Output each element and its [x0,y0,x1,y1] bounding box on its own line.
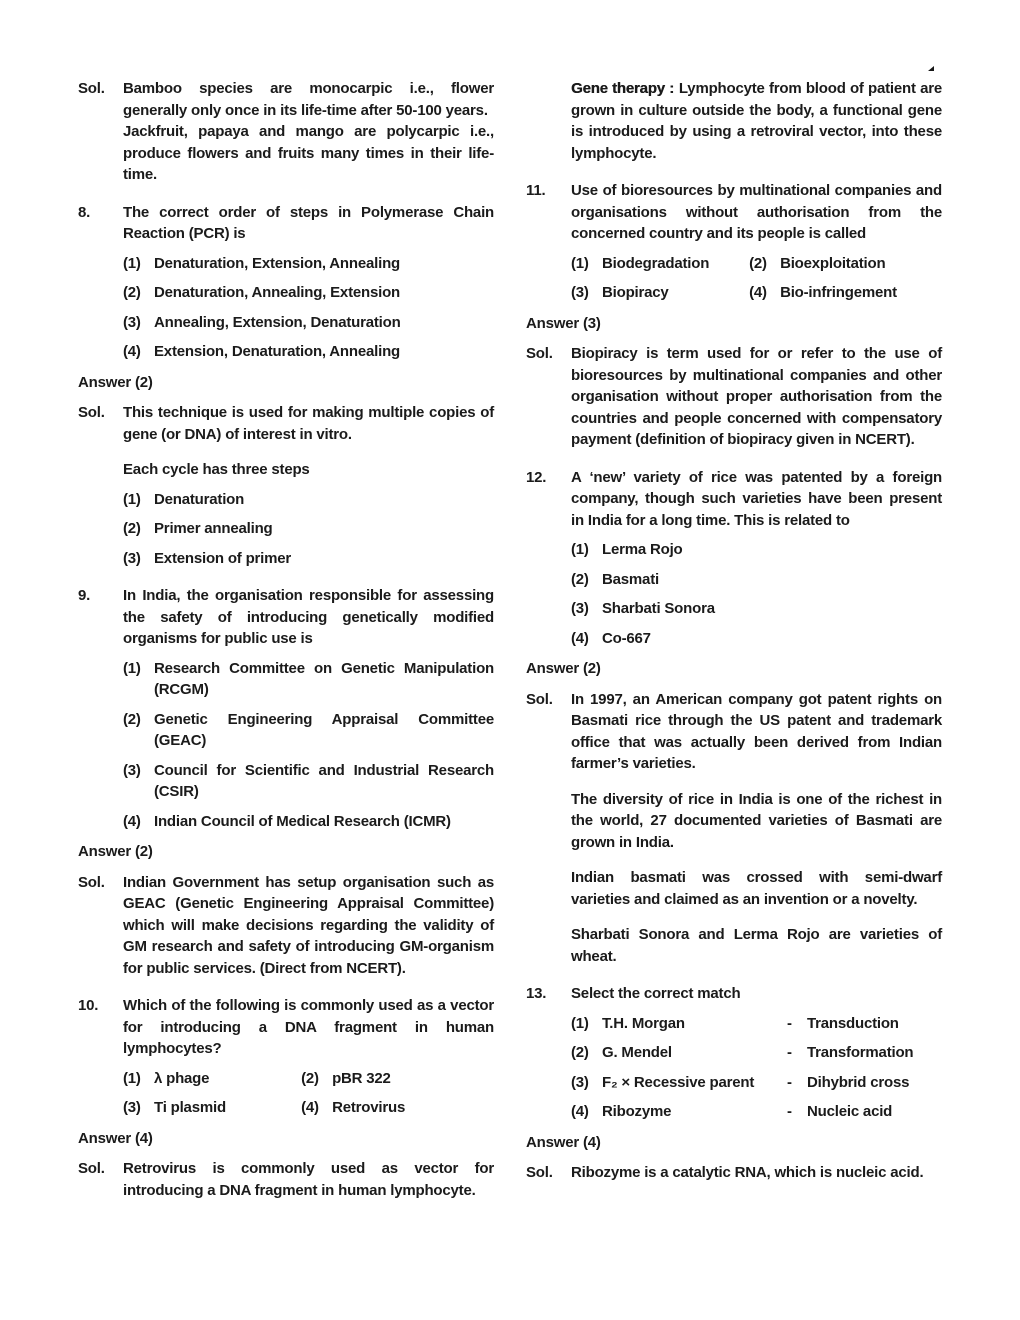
option [749,253,942,275]
two-column-layout [78,78,942,1217]
question-12-block [526,467,942,968]
match-value: Dihybrid cross [807,1073,910,1091]
option-text: Biodegradation [602,254,710,272]
step-marker: (1) [123,490,141,508]
question-8-block [78,202,494,570]
option-marker: (1) [571,254,589,272]
match-option [571,1013,942,1035]
option-text: Denaturation, Annealing, Extension [154,284,401,301]
option [749,282,942,304]
gene-therapy-text: Lymphocyte from blood of patient are grown in culture outside the body, a functional gene is introduced by using a retroviral vector, into these lymphocyte. [571,80,942,162]
solution-11 [526,343,942,451]
option [571,539,942,561]
option-marker: (1) [571,1014,589,1032]
option [571,253,749,275]
option-text: Retrovirus [332,1099,406,1116]
solution-10 [78,1158,494,1201]
solution-paragraph: Jackfruit, papaya and mango are polycarpic i.e., produce flowers and fruits many times in their life-time. [123,123,494,183]
answer-label: Answer (4) [78,1129,153,1147]
match-option [571,1101,942,1123]
question-9-block [78,585,494,979]
solution-paragraph: Each cycle has three steps [123,461,310,478]
question-number: 8. [78,203,91,221]
question-number: 12. [526,468,547,486]
option-text: Ti plasmid [154,1099,226,1116]
solution-label: Sol. [78,404,105,421]
match-label: T.H. Morgan [602,1014,685,1032]
option [123,811,494,833]
answer-label: Answer (4) [526,1133,601,1151]
option-text: Bioexploitation [780,254,886,272]
solution-paragraph: Biopiracy is term used for or refer to the use of bioresources by multinational companies and other organisation without proper authorisation from the countries and people concerned with compensatory payment (definition of biopiracy given in NCERT). [571,345,942,448]
match-value: Nucleic acid [807,1103,893,1120]
solution-label: Sol. [526,1164,553,1181]
option [123,1068,301,1090]
answer-label: Answer (2) [78,843,153,860]
solution-label: Sol. [78,80,105,97]
question-text: In India, the organisation responsible for assessing the safety of introducing genetically modified organisms for public use is [123,587,494,647]
option-marker: (2) [571,1044,589,1061]
step-marker: (2) [123,520,141,537]
question-number: 11. [526,182,546,199]
answer-label: Answer (2) [78,373,153,391]
option [301,1068,494,1090]
solution-paragraph: In 1997, an American company got patent rights on Basmati rice through the US patent and trademark office that was actually been derived from Indian farmer’s varieties. [571,690,942,772]
question-text: Select the correct match [571,985,741,1002]
option-marker: (2) [749,254,767,272]
solution-paragraph: Indian Government has setup organisation such as GEAC (Genetic Engineering Appraisal Committee) which will make decisions regarding the validity of GM research and safety of introducing GM-organism for public services. (Direct from NCERT). [123,873,494,977]
option-marker: (4) [123,343,141,360]
solution-gene-therapy [526,78,942,164]
option-marker: (3) [571,1073,589,1091]
option-text: Denaturation, Extension, Annealing [154,254,401,272]
match-dash: - [787,1044,792,1061]
match-value: Transduction [807,1014,899,1032]
option-text: Research Committee on Genetic Manipulation (RCGM) [154,659,494,698]
option [123,1097,301,1119]
question-text: Use of bioresources by multinational companies and organisations without authorisation from the concerned country and its people is called [571,182,942,242]
option [123,312,494,334]
solution-paragraph: This technique is used for making multiple copies of gene (or DNA) of interest in vitro. [123,404,494,443]
solution-12 [526,689,942,968]
scan-artifact-mark [928,66,934,71]
option-marker: (1) [123,1069,141,1087]
question-number: 10. [78,997,99,1014]
solution-step [123,518,494,540]
question-13-block [526,983,942,1184]
match-dash: - [787,1103,792,1120]
step-text: Extension of primer [154,549,292,567]
option [571,598,942,620]
option [571,282,749,304]
right-column [526,78,942,1217]
question-11-block [526,180,942,451]
match-dash: - [787,1073,792,1091]
question-10-block [78,995,494,1201]
option-text: Extension, Denaturation, Annealing [154,343,401,360]
left-column [78,78,494,1217]
option-marker: (2) [123,284,141,301]
option-text: Council for Scientific and Industrial Research (CSIR) [154,761,494,800]
match-label: F₂ × Recessive parent [602,1073,755,1091]
answer-label: Answer (3) [526,314,601,332]
option-marker: (3) [123,1099,141,1116]
solution-paragraph: Retrovirus is commonly used as vector for introducing a DNA fragment in human lymphocyte. [123,1160,494,1199]
question-text: The correct order of steps in Polymerase Chain Reaction (PCR) is [123,203,494,242]
match-value: Transformation [807,1044,914,1061]
option [123,341,494,363]
solution-step [123,548,494,570]
option-marker: (4) [571,629,589,647]
option-text: Lerma Rojo [602,541,683,558]
option [571,628,942,650]
question-number: 9. [78,587,91,604]
option-text: Co-667 [602,629,651,647]
option-marker: (2) [123,710,141,728]
solution-paragraph: Ribozyme is a catalytic RNA, which is nucleic acid. [571,1164,924,1181]
option-marker: (2) [571,570,589,588]
option [571,569,942,591]
solution-label: Sol. [78,1160,105,1177]
option-marker: (3) [571,284,589,301]
solution-13 [526,1162,942,1184]
option-marker: (3) [571,600,589,617]
option-text: Sharbati Sonora [602,600,715,617]
match-option [571,1072,942,1094]
option-text: Annealing, Extension, Denaturation [154,313,401,331]
match-label: Ribozyme [602,1103,672,1120]
option [123,253,494,275]
match-dash: - [787,1014,792,1032]
option-text: Indian Council of Medical Research (ICMR) [154,812,451,830]
solution-paragraph: The diversity of rice in India is one of the richest in the world, 27 documented varieties of Basmati are grown in India. [571,790,942,851]
option-marker: (1) [123,659,141,677]
option-text: Basmati [602,570,659,588]
option-marker: (2) [301,1069,319,1087]
step-text: Denaturation [154,490,245,508]
option-marker: (3) [123,761,141,779]
option [123,760,494,803]
solution-9 [78,872,494,980]
question-text: Which of the following is commonly used as a vector for introducing a DNA fragment in human lymphocytes? [123,997,494,1057]
step-marker: (3) [123,549,141,567]
question-text: A ‘new’ variety of rice was patented by a foreign company, though such varieties have been present in India for a long time. This is related to [571,468,942,529]
option-text: pBR 322 [332,1069,391,1087]
answer-label: Answer (2) [526,660,601,677]
option-marker: (3) [123,313,141,331]
solution-bamboo [78,78,494,186]
option-marker: (1) [571,541,589,558]
option-text: Biopiracy [602,284,669,301]
option-text: Genetic Engineering Appraisal Committee (GEAC) [154,710,494,749]
option-marker: (4) [749,284,767,301]
solution-paragraph: Sharbati Sonora and Lerma Rojo are varieties of wheat. [571,926,942,965]
match-option [571,1042,942,1064]
solution-paragraph: Indian basmati was crossed with semi-dwarf varieties and claimed as an invention or a novelty. [571,869,942,908]
question-number: 13. [526,985,547,1002]
option-text: Bio-infringement [780,284,897,301]
solution-label: Sol. [526,345,553,362]
option-marker: (4) [123,812,141,830]
solution-label: Sol. [526,690,553,708]
option-marker: (4) [571,1103,589,1120]
option [123,709,494,752]
option-marker: (4) [301,1099,319,1116]
match-label: G. Mendel [602,1044,672,1061]
option-marker: (1) [123,254,141,272]
step-text: Primer annealing [154,520,273,537]
solution-paragraph [526,78,942,164]
option [123,282,494,304]
gene-therapy-lead: Gene therapy : [571,80,674,97]
solution-paragraph: Bamboo species are monocarpic i.e., flower generally only once in its life-time after 50-100 years. [123,80,494,119]
solution-label: Sol. [78,873,105,891]
option [301,1097,494,1119]
solution-8 [78,402,494,569]
option [123,658,494,701]
solution-step [123,489,494,511]
option-text: λ phage [154,1069,210,1087]
